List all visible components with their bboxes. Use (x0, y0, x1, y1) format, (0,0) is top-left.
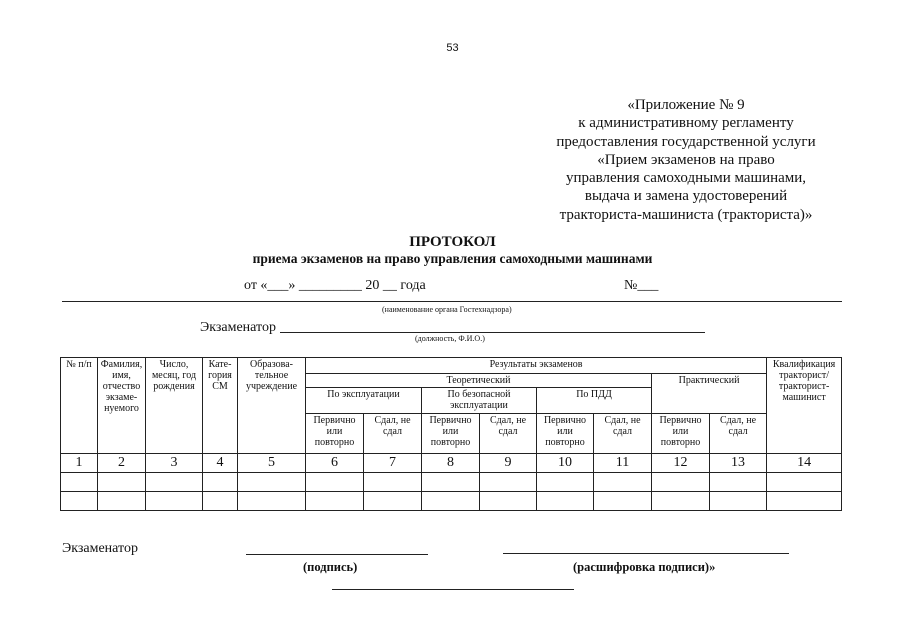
header-results: Результаты экзаменов (306, 358, 767, 374)
column-number: 4 (203, 454, 238, 473)
column-number: 14 (767, 454, 842, 473)
column-number: 2 (98, 454, 146, 473)
column-number: 3 (146, 454, 203, 473)
header-theory: Теоретический (306, 374, 652, 388)
examiner-label: Экзаменатор (200, 320, 276, 335)
header-name: Фамилия, имя, отчество экзаме-нуемого (98, 358, 146, 454)
signature-line (246, 554, 428, 555)
appendix-line: к административному регламенту (578, 115, 794, 132)
page-number: 53 (446, 42, 459, 54)
column-number: 9 (480, 454, 537, 473)
signature-caption: (подпись) (303, 560, 358, 574)
decode-caption: (расшифровка подписи)» (573, 560, 716, 574)
header-birth: Число, месяц, год рождения (146, 358, 203, 454)
appendix-line: выдача и замена удостоверений (584, 188, 788, 205)
decode-line (503, 553, 789, 554)
authority-caption: (наименование органа Гостехнадзора) (382, 305, 512, 314)
header-first-or-repeat: Первично или повторно (652, 414, 710, 454)
table-row (61, 492, 842, 511)
header-qualification: Квалификация тракторист/ тракторист-машинист (767, 358, 842, 454)
examiner-label-bottom: Экзаменатор (62, 541, 138, 556)
header-no: № п/п (61, 358, 98, 454)
document-title: ПРОТОКОЛ (409, 234, 496, 250)
header-passed: Сдал, не сдал (710, 414, 767, 454)
header-first-or-repeat: Первично или повторно (306, 414, 364, 454)
column-number: 12 (652, 454, 710, 473)
header-passed: Сдал, не сдал (364, 414, 422, 454)
header-education: Образова-тельное учреждение (238, 358, 306, 454)
appendix-line: предоставления государственной услуги (556, 133, 816, 150)
bottom-line (332, 589, 574, 590)
document-subtitle: приема экзаменов на право управления самоходными машинами (252, 251, 653, 266)
column-number: 11 (594, 454, 652, 473)
table-row (61, 473, 842, 492)
column-number: 7 (364, 454, 422, 473)
appendix-line: тракториста-машиниста (тракториста)» (559, 206, 813, 223)
position-caption: (должность, Ф.И.О.) (415, 334, 485, 343)
column-number: 1 (61, 454, 98, 473)
appendix-block (520, 96, 852, 224)
column-number: 8 (422, 454, 480, 473)
appendix-line: управления самоходными машинами, (565, 170, 807, 187)
examiner-line (280, 332, 705, 333)
appendix-line: «Прием экзаменов на право (597, 151, 775, 168)
date-line: от «___» _________ 20 __ года (244, 278, 426, 293)
header-first-or-repeat: Первично или повторно (537, 414, 594, 454)
column-number: 13 (710, 454, 767, 473)
header-practical: Практический (652, 374, 767, 414)
column-number: 10 (537, 454, 594, 473)
header-traffic-rules: По ПДД (537, 388, 652, 414)
column-number: 6 (306, 454, 364, 473)
header-operation: По эксплуатации (306, 388, 422, 414)
header-category: Кате-гория СМ (203, 358, 238, 454)
column-number: 5 (238, 454, 306, 473)
appendix-line: «Приложение № 9 (627, 97, 745, 113)
header-safe-operation: По безопасной эксплуатации (422, 388, 537, 414)
header-passed: Сдал, не сдал (594, 414, 652, 454)
results-table (60, 357, 842, 511)
header-first-or-repeat: Первично или повторно (422, 414, 480, 454)
authority-line (62, 301, 842, 302)
header-passed: Сдал, не сдал (480, 414, 537, 454)
protocol-number: №___ (624, 278, 659, 293)
